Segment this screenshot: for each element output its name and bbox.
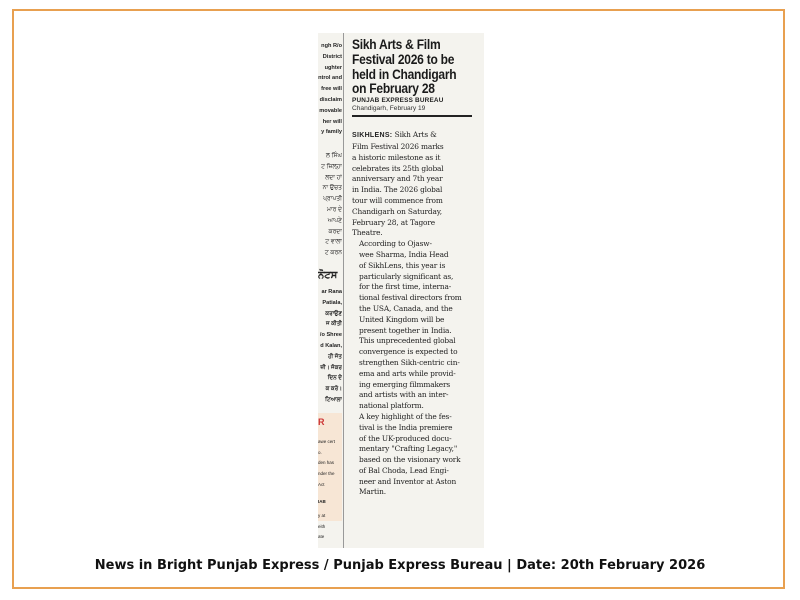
body-line: Martin. [359,487,386,497]
left-line: Patiala, [322,299,342,306]
body-line: of SikhLens, this year is [359,260,446,270]
left-line: /o Shree [319,332,342,339]
left-heading: ਨੋਟਸ [318,270,338,281]
newspaper-clipping [318,33,484,548]
body-line: of Bal Choda, Lead Engi- [359,465,449,475]
body-line: wee Sharma, India Head [359,249,449,259]
article [352,37,476,498]
body-line: strengthen Sikh-centric cin- [359,357,460,367]
headline-line: Festival 2026 to be [352,50,455,67]
body-line: ema and arts while provid- [359,368,456,378]
left-line: ar Rana [321,289,342,295]
body-line: national platform. [359,401,424,411]
left-mid-lines [318,287,342,406]
left-line: ughter [324,64,342,71]
byline: PUNJAB EXPRESS BUREAU [352,97,444,105]
ad-line: den has [318,460,335,466]
left-line: ਨਾ ਉਚਤ [322,185,342,192]
left-line: ਕਰਾਉਣ [325,310,342,317]
article-body [352,130,476,498]
left-ad-content [318,417,342,544]
kicker: SIKHLENS: [352,132,395,140]
left-line: y family [321,129,342,136]
left-line: disclaim [319,96,342,103]
left-line: ਕ ਕਰੋ। [325,386,342,393]
body-line: SIKHLENS: Sikh Arts & [352,130,437,140]
paragraph-2 [352,239,476,412]
headline-line: Sikh Arts & Film [352,36,441,52]
dateline: Chandigarh, February 19 [352,105,426,113]
body-line: for the first time, interna- [359,282,452,292]
body-line: particularly significant as, [359,271,454,281]
body-line: a historic milestone as it [352,152,441,162]
left-line: ਟ ਜ਼ਿਲ੍ਹਾ [321,163,342,170]
left-line: ਲ ਸਿੰਘ [325,153,342,159]
body-line: Chandigarh on Saturday, [352,206,442,216]
left-line: ਪ੍ਰਾਪਤੀ [323,196,342,203]
left-gurmukhi-lines [318,151,342,259]
body-line: convergence is expected to [359,347,458,357]
ad-line: o. [318,449,322,455]
ad-line: eith [318,523,326,529]
left-line: ਟ ਕਰਨ [324,250,342,257]
left-line: her will [322,118,342,125]
ad-letter: R [318,417,325,427]
left-top-lines [318,41,342,138]
body-line: February 28, at Tagore [352,217,435,227]
left-line: ਜ ਕੀਤੀ [326,321,342,328]
body-line: United Kingdom will be [359,314,445,324]
body-line: According to Ojasw- [359,239,432,249]
ad-line: y at [318,512,326,518]
left-line: ਟਿਆਲਾ [325,396,342,403]
paragraph-3 [352,412,476,498]
left-line: d Kalan, [320,342,342,349]
body-line: in India. The 2026 global [352,185,443,195]
body-line: neer and Inventor at Aston [359,476,457,486]
ad-line: Act [318,481,325,487]
headline-line: held in Chandigarh [352,65,457,82]
body-line: Film Festival 2026 marks [352,141,444,151]
body-line: A key highlight of the fes- [359,411,452,421]
left-line: ਹੀ ਜੋਤ [328,353,342,360]
body-line: ing emerging filmmakers [359,379,451,389]
ad-line: awe cert [318,438,336,444]
body-line: anniversary and 7th year [352,174,443,184]
body-line: Theatre. [352,228,383,238]
left-line: free will [321,86,342,93]
left-line: ਮਾਰ ਦੇ [326,206,342,213]
body-line: tival is the India premiere [359,422,453,432]
left-line: movable [319,107,342,114]
ad-line: nder the [318,471,335,477]
left-line: ntrol and [318,75,342,82]
body-line: based on the visionary work [359,455,461,465]
left-line: ਟ ਵਾਲਾ [325,239,342,246]
body-line: celebrates its 25th global [352,163,444,173]
body-line: present together in India. [359,325,452,335]
left-line: ngh R/o [321,43,342,49]
left-line: District [322,53,342,60]
left-line: ਲਦਾ ਹਾਂ [325,174,342,181]
left-line: ਜ਼ੀ। ਜੋਕਰ [320,364,342,371]
body-line: and artists with an inter- [359,390,449,400]
headline-rule [352,115,472,117]
left-line: ਆਪਣੇ [327,217,342,224]
column-separator [343,33,344,548]
paragraph-1 [352,130,476,239]
body-line: the USA, Canada, and the [359,303,453,313]
body-line: tour will commence from [352,195,443,205]
ad-line: ate [318,534,325,540]
left-neighbour-column [318,33,342,548]
left-line: ਕਰਦਾ [328,228,342,235]
body-line: tional festival directors from [359,293,462,303]
body-line: of the UK-produced docu- [359,433,452,443]
headline [352,37,477,96]
body-line: mentary "Crafting Legacy," [359,444,458,454]
left-line: ਦਿਨ ਦੇ [327,375,342,382]
ad-bold: IAB [318,498,326,504]
headline-line: on February 28 [352,80,435,97]
caption: News in Bright Punjab Express / Punjab Express Bureau | Date: 20th February 2026 [94,558,706,573]
body-line: This unprecedented global [359,336,456,346]
